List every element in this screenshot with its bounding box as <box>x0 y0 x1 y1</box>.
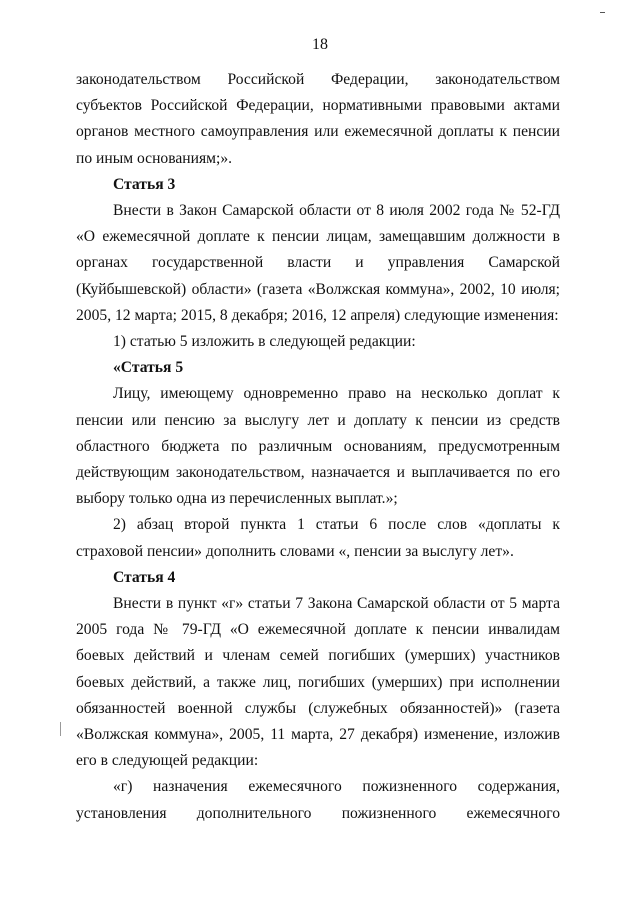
article-heading: «Статья 5 <box>113 359 184 377</box>
scan-mark <box>60 722 61 736</box>
document-body <box>76 67 560 827</box>
body-paragraph: Внести в Закон Самарской области от 8 июля 2002 года № 52-ГД «О ежемесячной доплате к пенсии лицам, замещавшим должности в органах государственной власти и управления Самарской (Куйбышевской) области» (газета «Волжская коммуна», 2002, 10 июля; 2005, 12 марта; 2015, 8 декабря; 2016, 12 апреля) следующие изменения: <box>76 202 560 324</box>
body-paragraph: 2) абзац второй пункта 1 статьи 6 после слов «доплаты к страховой пенсии» дополнить словами «, пенсии за выслугу лет». <box>76 516 560 560</box>
body-paragraph: Внести в пункт «г» статьи 7 Закона Самарской области от 5 марта 2005 года № 79-ГД «О ежемесячной доплате к пенсии инвалидам боевых действий и членам семей погибших (умерших) участников боевых действий, а также лиц, погибших (умерших) при исполнении обязанностей военной службы (служебных обязанностей)» (газета «Волжская коммуна», 2005, 11 марта, 27 декабря) изменение, изложив его в следующей редакции: <box>76 595 560 770</box>
article-heading: Статья 3 <box>113 175 176 193</box>
scan-mark <box>600 12 605 13</box>
page-number: 18 <box>312 36 328 53</box>
body-paragraph: «г) назначения ежемесячного пожизненного содержания, установления дополнительного пожизненного ежемесячного <box>76 778 560 822</box>
body-paragraph: Лицу, имеющему одновременно право на несколько доплат к пенсии или пенсию за выслугу лет и доплату к пенсии из средств областного бюджета по различным основаниям, предусмотренным действующим законодательством, назначается и выплачивается по его выбору только одна из перечисленных выплат.»; <box>76 385 560 508</box>
body-paragraph: 1) статью 5 изложить в следующей редакции: <box>113 333 416 351</box>
body-paragraph: законодательством Российской Федерации, законодательством субъектов Российской Федерации, нормативными правовыми актами органов местного самоуправления или ежемесячной доплаты к пенсии по иным основаниям;». <box>76 71 560 167</box>
article-heading: Статья 4 <box>113 568 176 586</box>
